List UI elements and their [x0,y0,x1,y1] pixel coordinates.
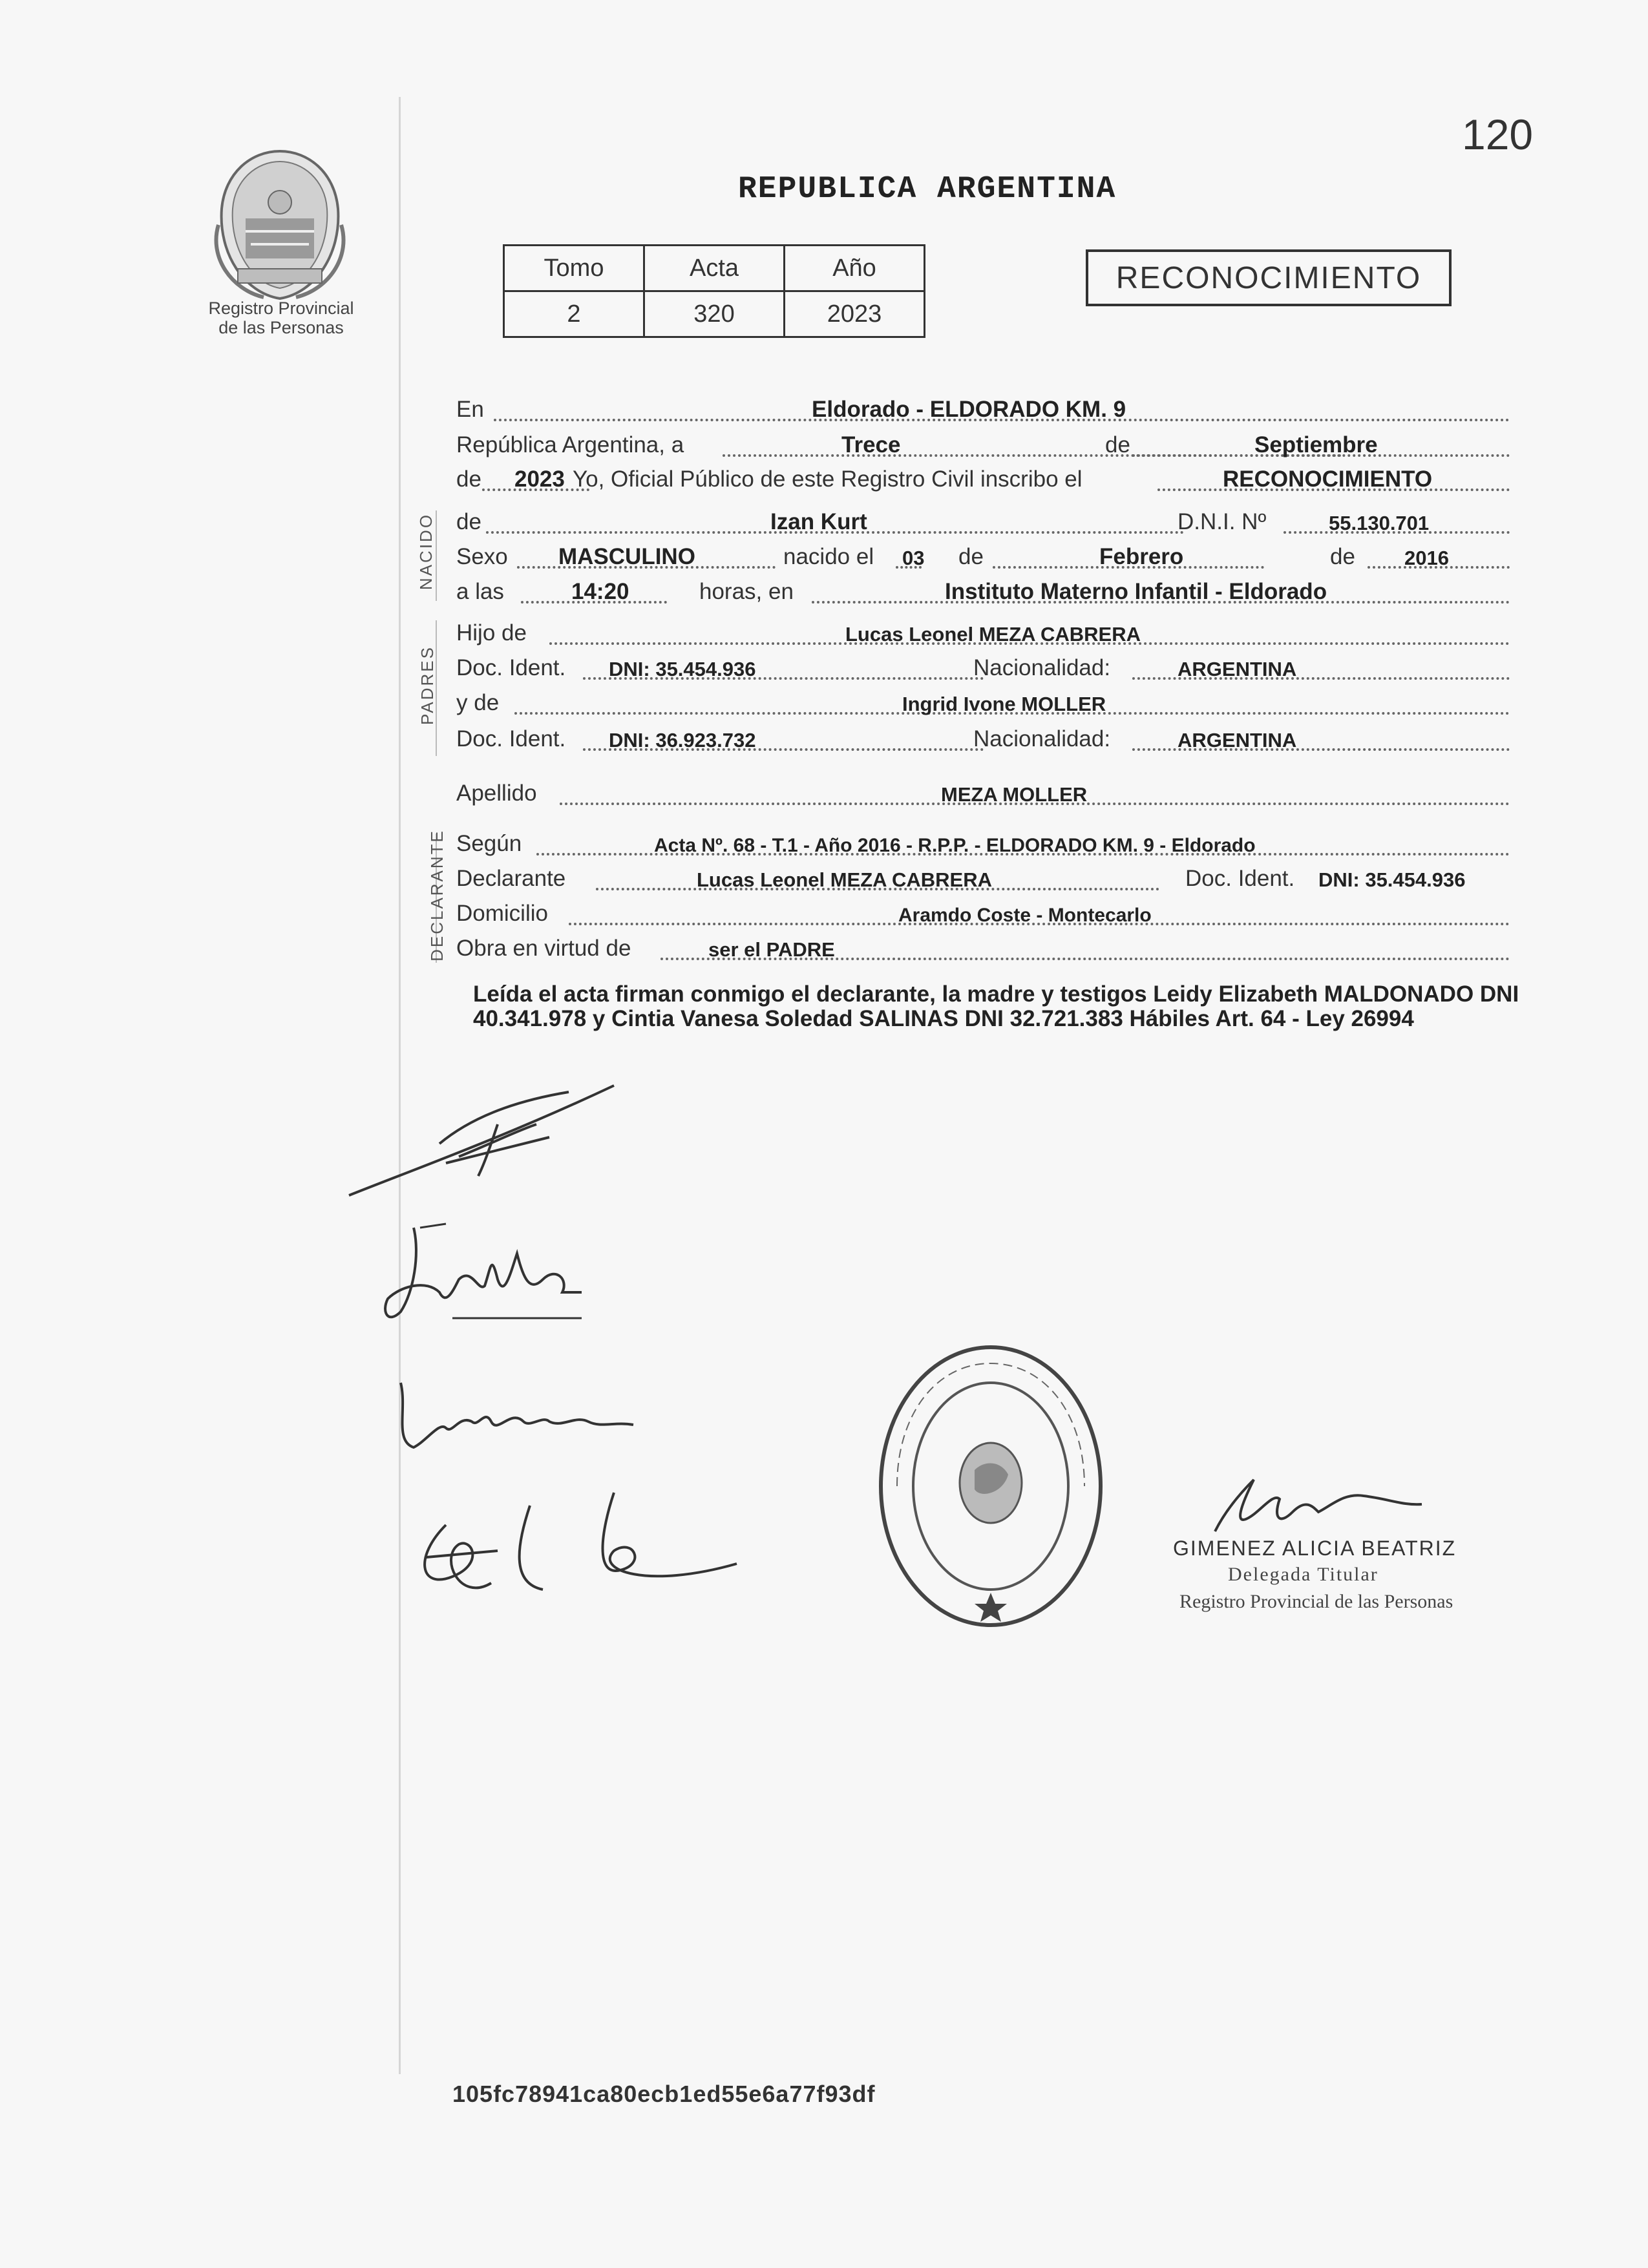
registration-table [503,244,925,338]
field-segun: Acta Nº. 68 - T.1 - Año 2016 - R.P.P. - ELDORADO KM. 9 - Eldorado [654,835,1256,856]
field-mother: Ingrid Ivone MOLLER [902,693,1106,715]
label-declarante: Declarante [456,866,566,891]
row-time-place [456,575,1510,607]
row-name [456,505,1510,538]
field-name: Izan Kurt [770,509,867,534]
closing-statement: Leída el acta firman conmigo el declarante, la madre y testigos Leidy Elizabeth MALDONADO DNI 40.341.978 y Cintia Vanesa Soledad SALINAS DNI 32.721.383 Hábiles Art. 64 - Ley 26994 [473,982,1519,1031]
official-name: GIMENEZ ALICIA BEATRIZ [1173,1537,1457,1560]
row-place [456,393,1510,425]
label-doc-ident: Doc. Ident. [456,726,566,751]
field-address: Aramdo Coste - Montecarlo [898,905,1152,926]
field-father: Lucas Leonel MEZA CABRERA [845,623,1141,646]
row-surname [456,777,1510,809]
row-capacity [456,932,1510,964]
field-declarant-doc: DNI: 35.454.936 [1318,868,1466,891]
field-birth-time: 14:20 [571,579,629,604]
province-emblem-icon [206,147,354,302]
row-segun [456,827,1510,859]
label-nacionalidad: Nacionalidad: [973,655,1111,680]
signature-mother [375,1215,588,1344]
row-father [456,616,1510,649]
side-label-declarante: DECLARANTE [427,829,447,961]
signature-witness-2 [401,1486,750,1615]
side-label-padres: PADRES [417,646,437,725]
label-doc-ident: Doc. Ident. [1185,866,1295,891]
field-place: Eldorado - ELDORADO KM. 9 [812,397,1126,422]
field-mother-nat: ARGENTINA [1178,729,1297,751]
official-registry: Registro Provincial de las Personas [1179,1591,1453,1612]
label-de: de [1105,432,1130,457]
field-sex: MASCULINO [558,544,695,569]
registry-caption-line-1: Registro Provincial [208,299,354,318]
official-title: Delegada Titular [1228,1564,1379,1585]
field-birth-year: 2016 [1404,547,1449,569]
field-act: RECONOCIMIENTO [1223,467,1433,492]
act-type-box: RECONOCIMIENTO [1086,249,1452,306]
field-capacity: ser el PADRE [708,938,835,961]
side-label-nacido: NACIDO [416,512,436,591]
field-father-doc: DNI: 35.454.936 [609,658,756,680]
label-de: de [456,467,481,492]
field-birth-month: Febrero [1099,544,1184,569]
label-republica: República Argentina, a [456,432,684,457]
field-birth-day: 03 [902,547,925,569]
row-declarant [456,862,1510,894]
label-hijo-de: Hijo de [456,620,527,646]
signature-witness-1 [388,1370,646,1467]
registry-caption-line-2: de las Personas [218,318,344,337]
row-mother-doc [456,722,1510,755]
country-title: REPUBLICA ARGENTINA [738,172,1117,207]
label-apellido: Apellido [456,781,537,806]
label-en: En [456,397,484,422]
label-yo: Yo, Oficial Público de este Registro Civil inscribo el [573,467,1083,492]
field-year: 2023 [514,467,565,492]
header-acta: Acta [644,246,785,291]
value-acta: 320 [644,291,785,337]
header-anio: Año [785,246,925,291]
label-dni: D.N.I. Nº [1178,509,1267,534]
label-doc-ident: Doc. Ident. [456,655,566,680]
label-a-las: a las [456,579,504,604]
label-de: de [1330,544,1355,569]
row-year-act [456,463,1510,495]
label-de: de [456,509,481,534]
field-day: Trece [841,432,901,457]
label-nacionalidad: Nacionalidad: [973,726,1111,751]
field-birth-place: Instituto Materno Infantil - Eldorado [945,579,1327,604]
field-month: Septiembre [1254,432,1378,457]
label-nacido-el: nacido el [783,544,874,569]
signature-official [1196,1467,1428,1544]
page-number: 120 [1462,110,1534,158]
label-obra: Obra en virtud de [456,936,631,961]
field-declarant: Lucas Leonel MEZA CABRERA [697,868,993,891]
label-domicilio: Domicilio [456,901,548,926]
label-y-de: y de [456,690,500,715]
value-anio: 2023 [785,291,925,337]
registry-caption [191,299,372,337]
official-stamp-icon [871,1338,1110,1635]
label-segun: Según [456,831,522,856]
label-sexo: Sexo [456,544,508,569]
signature-declarant [336,1073,633,1202]
field-mother-doc: DNI: 36.923.732 [609,729,756,751]
header-tomo: Tomo [504,246,644,291]
field-dni: 55.130.701 [1329,512,1430,534]
row-father-doc [456,651,1510,684]
label-de: de [958,544,984,569]
label-horas-en: horas, en [699,579,794,604]
value-tomo: 2 [504,291,644,337]
field-surname: MEZA MOLLER [941,783,1088,806]
document-hash: 105fc78941ca80ecb1ed55e6a77f93df [452,2081,876,2107]
row-mother [456,686,1510,719]
field-father-nat: ARGENTINA [1178,658,1297,680]
row-sex-birth [456,540,1510,572]
row-address [456,897,1510,929]
row-date [456,428,1510,461]
